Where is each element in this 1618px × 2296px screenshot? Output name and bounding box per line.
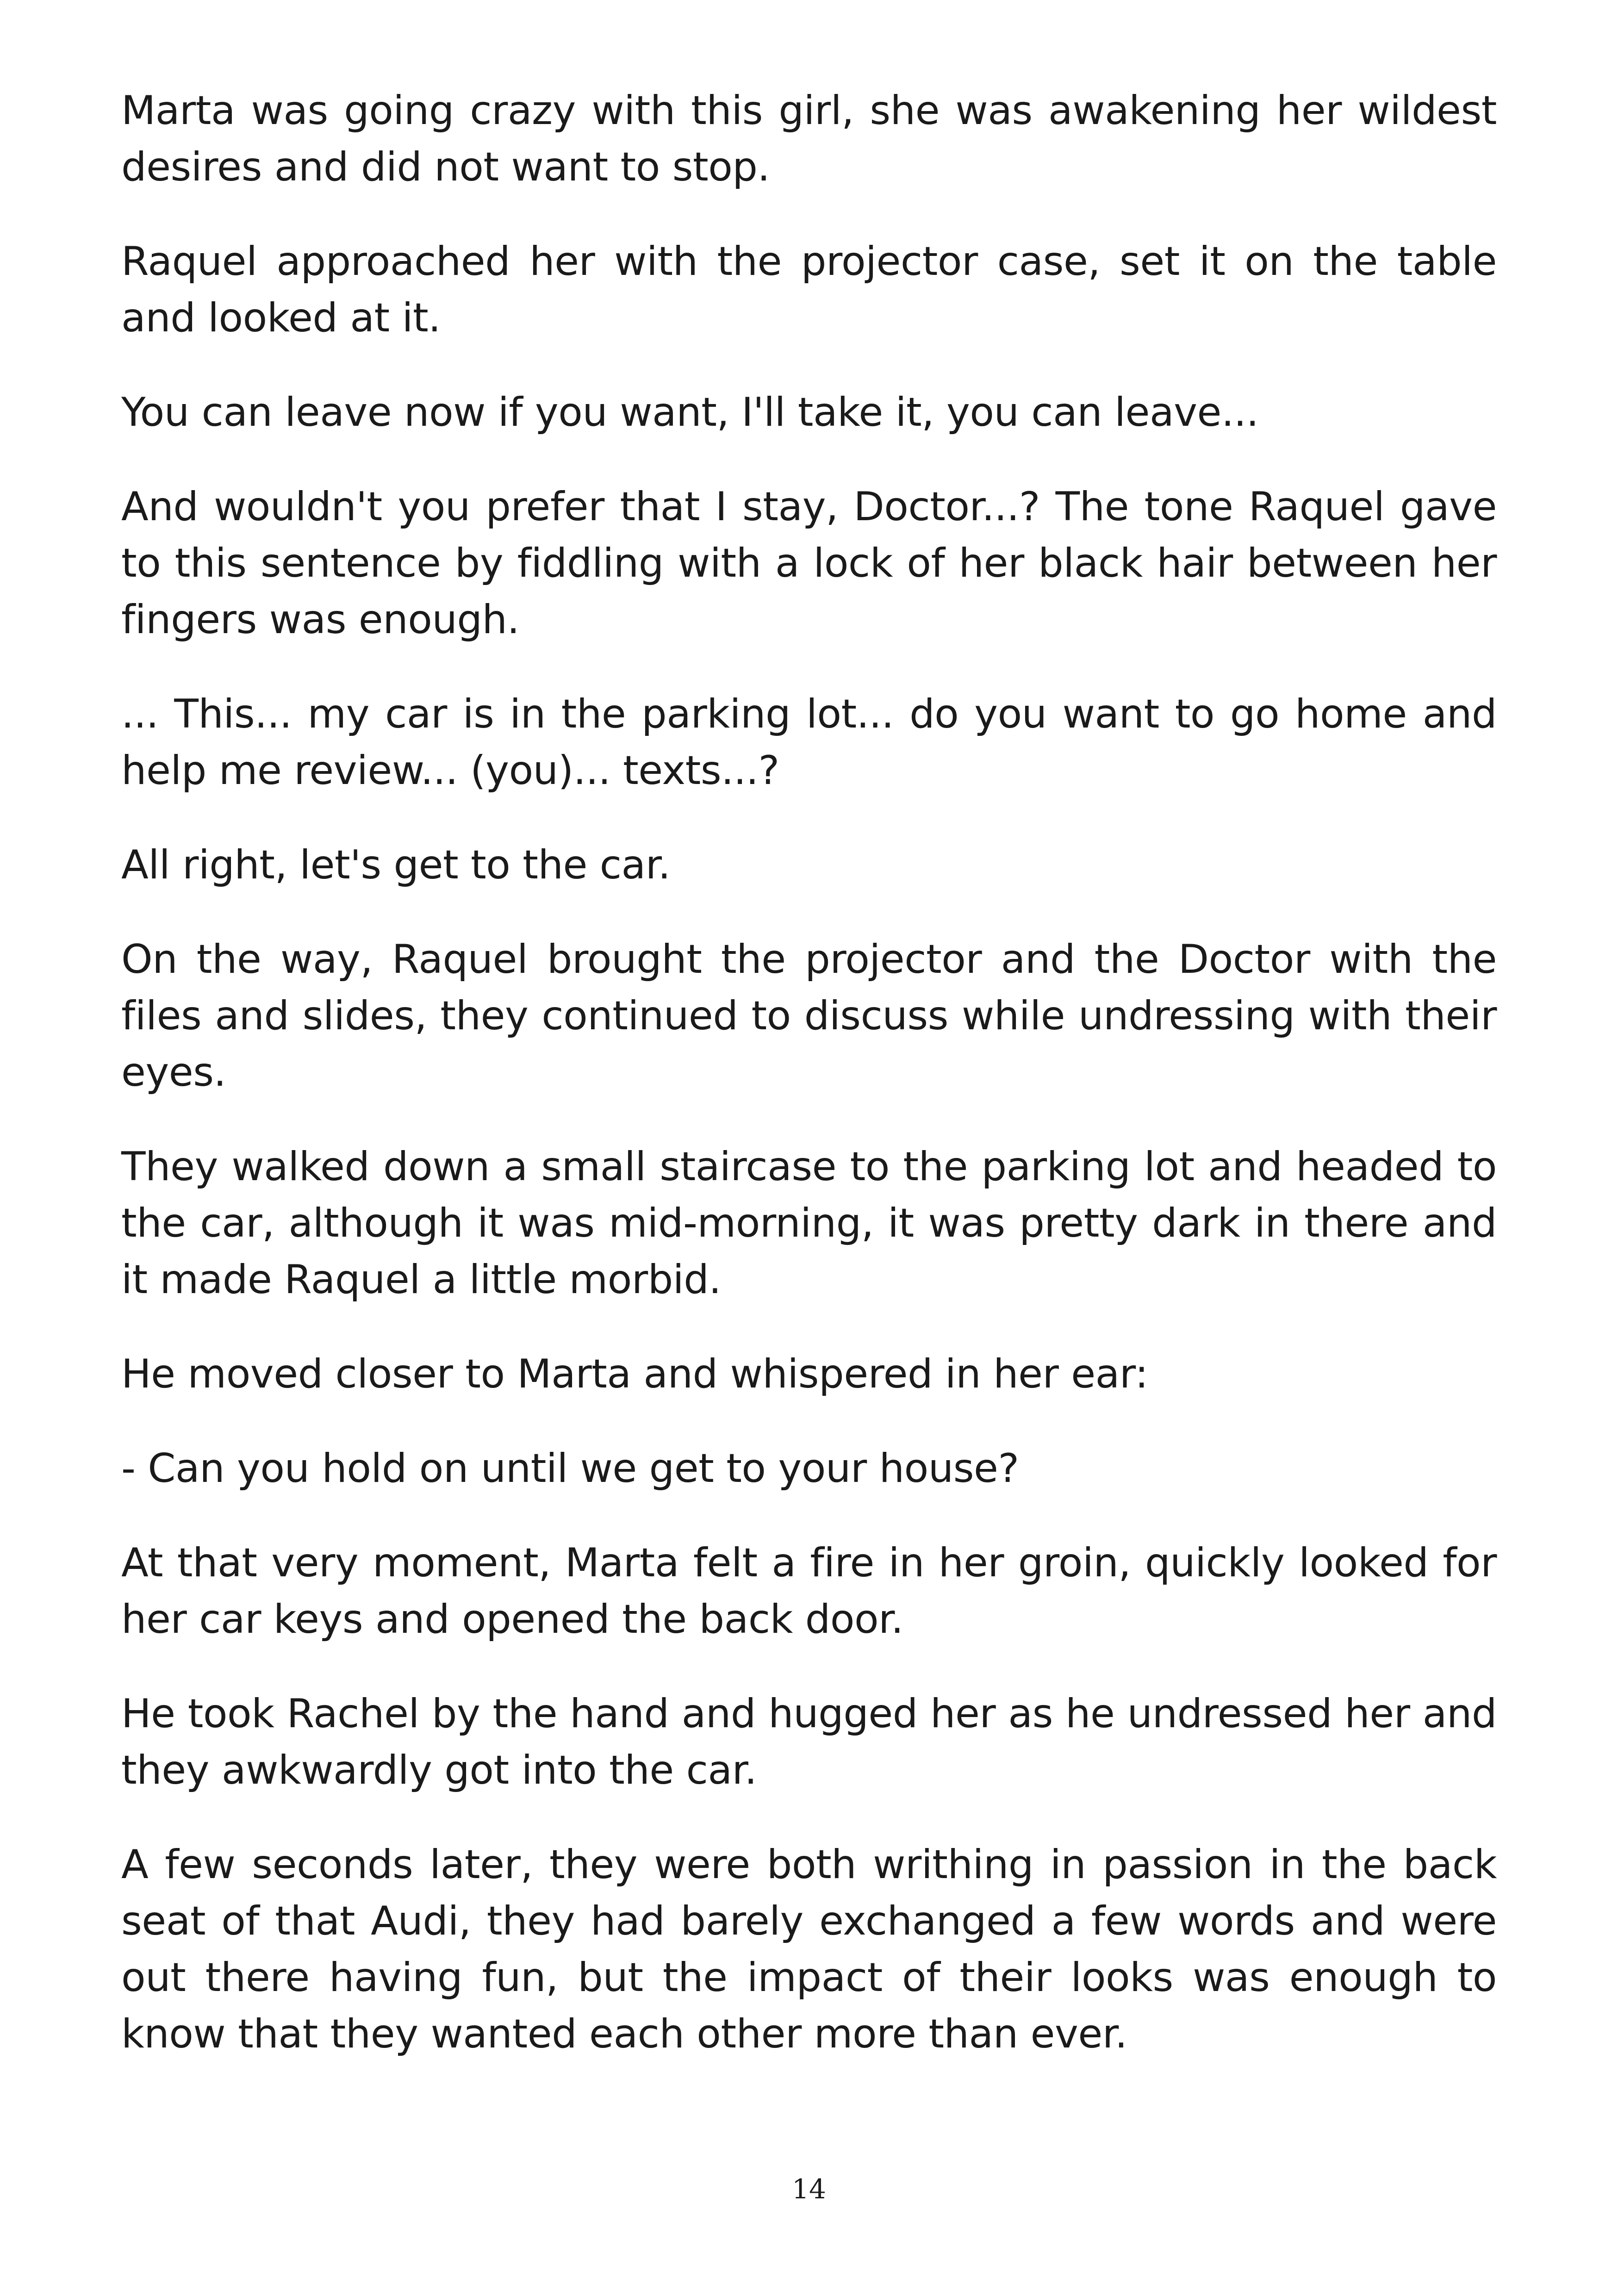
paragraph: At that very moment, Marta felt a fire in her groin, quickly looked for her car keys and opened the back door. [121,1540,1497,1643]
body-text [121,82,1497,2100]
paragraph: All right, let's get to the car. [121,842,671,888]
paragraph: You can leave now if you want, I'll take it, you can leave... [121,389,1259,436]
paragraph: He moved closer to Marta and whispered in her ear: [121,1351,1148,1397]
paragraph: And wouldn't you prefer that I stay, Doctor...? The tone Raquel gave to this sentence by fiddling with a lock of her black hair between her fingers was enough. [121,484,1497,643]
paragraph: They walked down a small staircase to the parking lot and headed to the car, although it was mid-morning, it was pretty dark in there and it made Raquel a little morbid. [121,1144,1497,1303]
paragraph: He took Rachel by the hand and hugged her as he undressed her and they awkwardly got into the car. [121,1691,1497,1793]
paragraph: Raquel approached her with the projector case, set it on the table and looked at it. [121,238,1497,341]
paragraph: Marta was going crazy with this girl, she was awakening her wildest desires and did not want to stop. [121,87,1497,190]
paragraph: A few seconds later, they were both writhing in passion in the back seat of that Audi, they had barely exchanged a few words and were out there having fun, but the impact of their looks was enough to know that they wanted each other more than ever. [121,1842,1497,2057]
paragraph: On the way, Raquel brought the projector and the Doctor with the files and slides, they continued to discuss while undressing with their eyes. [121,936,1497,1095]
page-number: 14 [792,2173,826,2205]
paragraph: - Can you hold on until we get to your house? [121,1445,1019,1492]
paragraph: ... This... my car is in the parking lot... do you want to go home and help me review... (you)... texts...? [121,691,1497,794]
